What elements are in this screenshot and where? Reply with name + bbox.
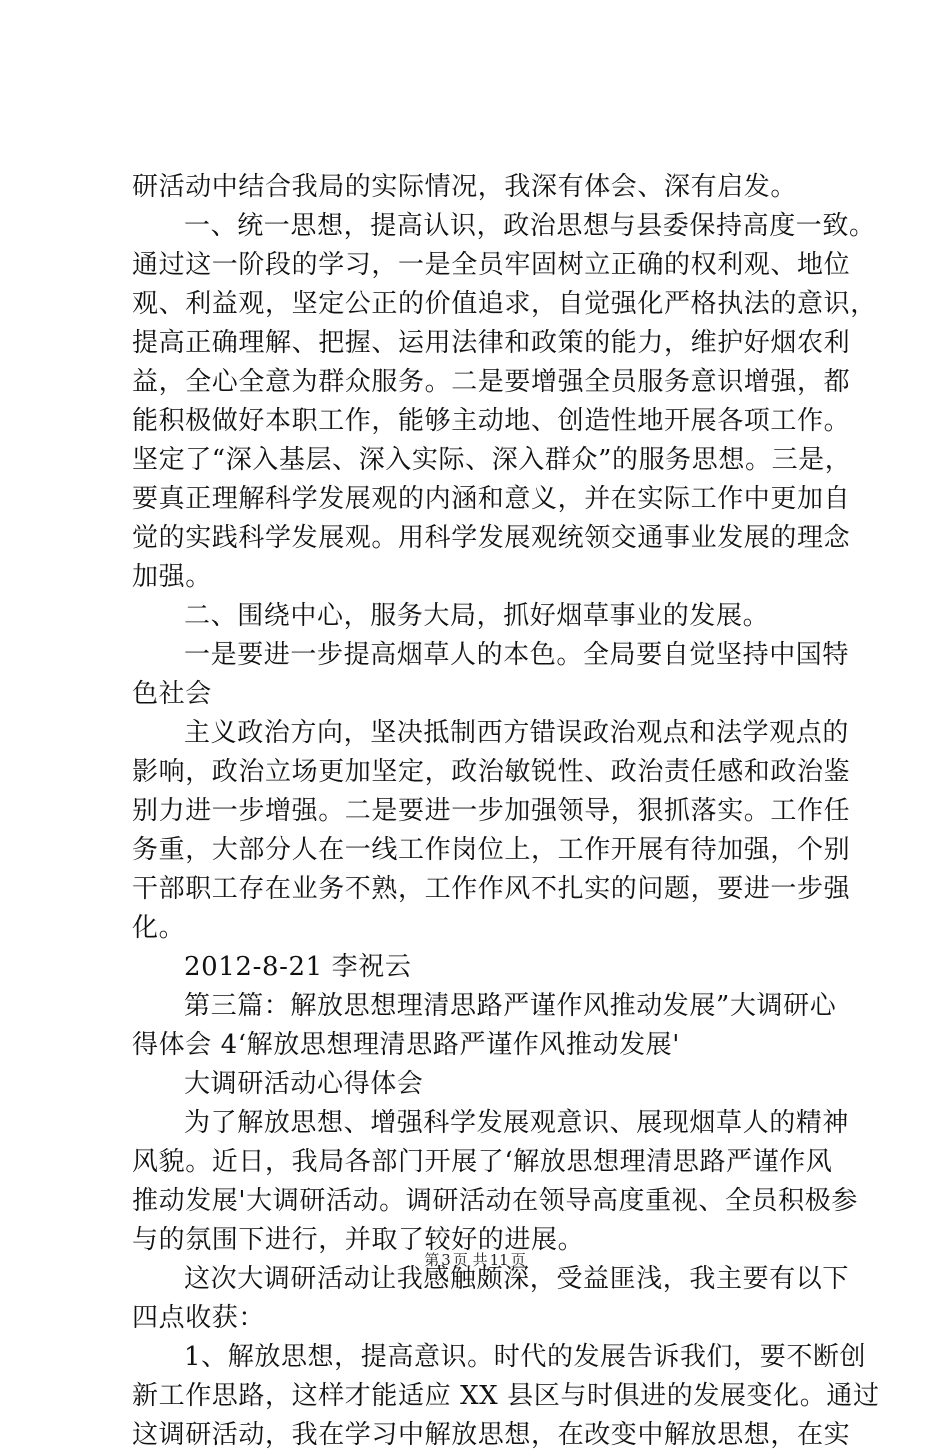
text-line: 二、围绕中心，服务大局，抓好烟草事业的发展。 bbox=[184, 601, 770, 631]
text-line: 为了解放思想、增强科学发展观意识、展现烟草人的精神 bbox=[184, 1108, 850, 1138]
text-line: 色社会 bbox=[132, 679, 212, 709]
text-line: 四点收获： bbox=[132, 1303, 266, 1333]
text-line: 别力进一步增强。二是要进一步加强领导，狠抓落实。工作任 bbox=[132, 796, 851, 826]
date-signature: 2012-8-21 李祝云 bbox=[184, 952, 412, 982]
text-line: 1、解放思想，提高意识。时代的发展告诉我们，要不断创 bbox=[184, 1342, 867, 1372]
text-line: 影响，政治立场更加坚定，政治敏锐性、政治责任感和政治鉴 bbox=[132, 757, 851, 787]
text-line: 坚定了“深入基层、深入实际、深入群众”的服务思想。三是， bbox=[132, 445, 852, 475]
text-line: 务重，大部分人在一线工作岗位上，工作开展有待加强，个别 bbox=[132, 835, 851, 865]
text-line: 能积极做好本职工作，能够主动地、创造性地开展各项工作。 bbox=[132, 406, 851, 436]
footer-prefix: 第 bbox=[424, 1251, 440, 1269]
text-line: 一是要进一步提高烟草人的本色。全局要自觉坚持中国特 bbox=[184, 640, 850, 670]
text-line: 与的氛围下进行，并取了较好的进展。 bbox=[132, 1225, 585, 1255]
footer-middle: 页 共 bbox=[452, 1251, 488, 1269]
text-line: 这次大调研活动让我感触颇深，受益匪浅，我主要有以下 bbox=[184, 1264, 850, 1294]
text-line: 干部职工存在业务不熟，工作作风不扎实的问题，要进一步强 bbox=[132, 874, 851, 904]
text-line: 推动发展'大调研活动。调研活动在领导高度重视、全员积极参 bbox=[132, 1186, 858, 1216]
text-line: 提高正确理解、把握、运用法律和政策的能力，维护好烟农利 bbox=[132, 328, 851, 358]
text-line: 这调研活动，我在学习中解放思想，在改变中解放思想，在实 bbox=[132, 1420, 851, 1450]
text-line: 一、统一思想，提高认识，政治思想与县委保持高度一致。 bbox=[184, 211, 876, 241]
text-line: 化。 bbox=[132, 913, 186, 943]
text-line: 研活动中结合我局的实际情况，我深有体会、深有启发。 bbox=[132, 172, 798, 202]
text-line: 觉的实践科学发展观。用科学发展观统领交通事业发展的理念 bbox=[132, 523, 851, 553]
section-heading: 第三篇：解放思想理清思路严谨作风推动发展”大调研心 bbox=[184, 991, 837, 1021]
text-line: 加强。 bbox=[132, 562, 212, 592]
total-page-count: 11 bbox=[489, 1251, 509, 1269]
text-line: 要真正理解科学发展观的内涵和意义，并在实际工作中更加自 bbox=[132, 484, 851, 514]
text-line: 新工作思路，这样才能适应 XX 县区与时俱进的发展变化。通过 bbox=[132, 1381, 880, 1411]
text-line: 益，全心全意为群众服务。二是要增强全员服务意识增强，都 bbox=[132, 367, 851, 397]
page-footer bbox=[0, 1250, 950, 1270]
section-heading: 得体会 4‘解放思想理清思路严谨作风推动发展' bbox=[132, 1030, 681, 1060]
footer-suffix: 页 bbox=[510, 1251, 526, 1269]
text-line: 观、利益观，坚定公正的价值追求，自觉强化严格执法的意识， bbox=[132, 289, 877, 319]
text-line: 主义政治方向，坚决抵制西方错误政治观点和法学观点的 bbox=[184, 718, 850, 748]
text-line: 风貌。近日，我局各部门开展了‘解放思想理清思路严谨作风 bbox=[132, 1147, 833, 1177]
text-line: 通过这一阶段的学习，一是全员牢固树立正确的权利观、地位 bbox=[132, 250, 851, 280]
section-subtitle: 大调研活动心得体会 bbox=[184, 1069, 424, 1099]
current-page-number: 3 bbox=[441, 1251, 451, 1269]
